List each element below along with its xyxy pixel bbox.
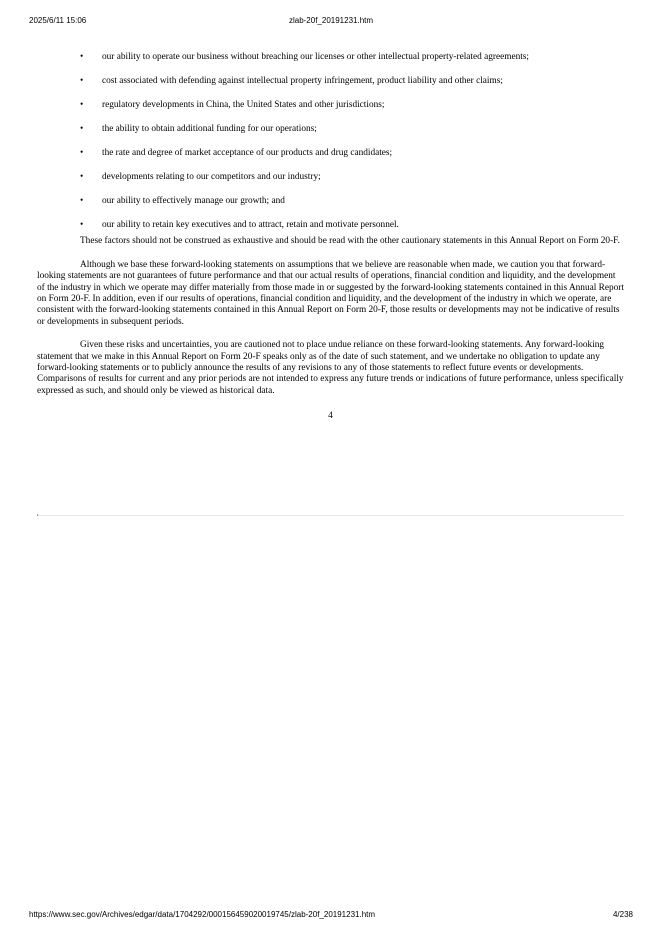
bullet-icon: • — [80, 172, 84, 182]
list-item — [37, 148, 624, 159]
list-item-text: regulatory developments in China, the United States and other jurisdictions; — [102, 100, 385, 110]
bullet-icon: • — [80, 196, 84, 206]
print-url: https://www.sec.gov/Archives/edgar/data/1704292/000156459020019745/zlab-20f_20191231.htm — [29, 910, 376, 919]
bullet-icon: • — [80, 76, 84, 86]
bullet-icon: • — [80, 100, 84, 110]
undue-reliance-paragraph: Given these risks and uncertainties, you are cautioned not to place undue reliance on these forward-looking statements. Any forward-looking statement that we make in this Annual Report on Form 20-F speaks only as of the date of such statement, and we undertake no obligation to update any forward-looking statements or to publicly announce the results of any revisions to any of those statements to reflect future events or developments. Comparisons of results for current and any prior periods are not intended to express any future trends or indications of future performance, unless specifically expressed as such, and should only be viewed as historical data. — [37, 340, 624, 396]
print-datetime: 2025/6/11 15:06 — [29, 16, 87, 25]
list-item-text: our ability to effectively manage our growth; and — [102, 196, 285, 206]
bullet-icon: • — [80, 52, 84, 62]
list-item — [37, 52, 624, 63]
print-document-title: zlab-20f_20191231.htm — [288, 16, 374, 25]
cautionary-paragraph: These factors should not be construed as exhaustive and should be read with the other cautionary statements in this Annual Report on Form 20-F. — [80, 236, 620, 247]
list-item — [37, 196, 624, 207]
page-divider-mark — [37, 514, 38, 516]
list-item-text: our ability to retain key executives and to attract, retain and motivate personnel. — [102, 220, 399, 230]
bullet-icon: • — [80, 148, 84, 158]
list-item-text: the rate and degree of market acceptance of our products and drug candidates; — [102, 148, 393, 158]
page-divider — [37, 515, 624, 516]
page-number: 4 — [328, 411, 333, 422]
list-item-text: cost associated with defending against intellectual property infringement, product liability and other claims; — [102, 76, 503, 86]
document-body — [37, 52, 624, 423]
assumptions-paragraph: Although we base these forward-looking statements on assumptions that we believe are reasonable when made, we caution you that forward-looking statements are not guarantees of future performance and that our actual results of operations, financial condition and liquidity, and the development of the industry in which we operate may differ materially from those made in or suggested by the forward-looking statements contained in this Annual Report on Form 20-F. In addition, even if our results of operations, financial condition and liquidity, and the development of the industry in which we operate, are consistent with the forward-looking statements contained in this Annual Report on Form 20-F, those results or developments may not be indicative of results or developments in subsequent periods. — [37, 259, 624, 327]
list-item — [37, 172, 624, 183]
list-item — [37, 124, 624, 135]
list-item — [37, 100, 624, 111]
list-item — [37, 220, 624, 231]
list-item-text: developments relating to our competitors and our industry; — [102, 172, 321, 182]
list-item-text: the ability to obtain additional funding for our operations; — [102, 124, 317, 134]
bullet-icon: • — [80, 124, 84, 134]
risk-factor-list — [37, 52, 624, 231]
list-item — [37, 76, 624, 87]
bullet-icon: • — [80, 220, 84, 230]
list-item-text: our ability to operate our business without breaching our licenses or other intellectual property-related agreements; — [102, 52, 529, 62]
print-page-count: 4/238 — [612, 910, 633, 919]
